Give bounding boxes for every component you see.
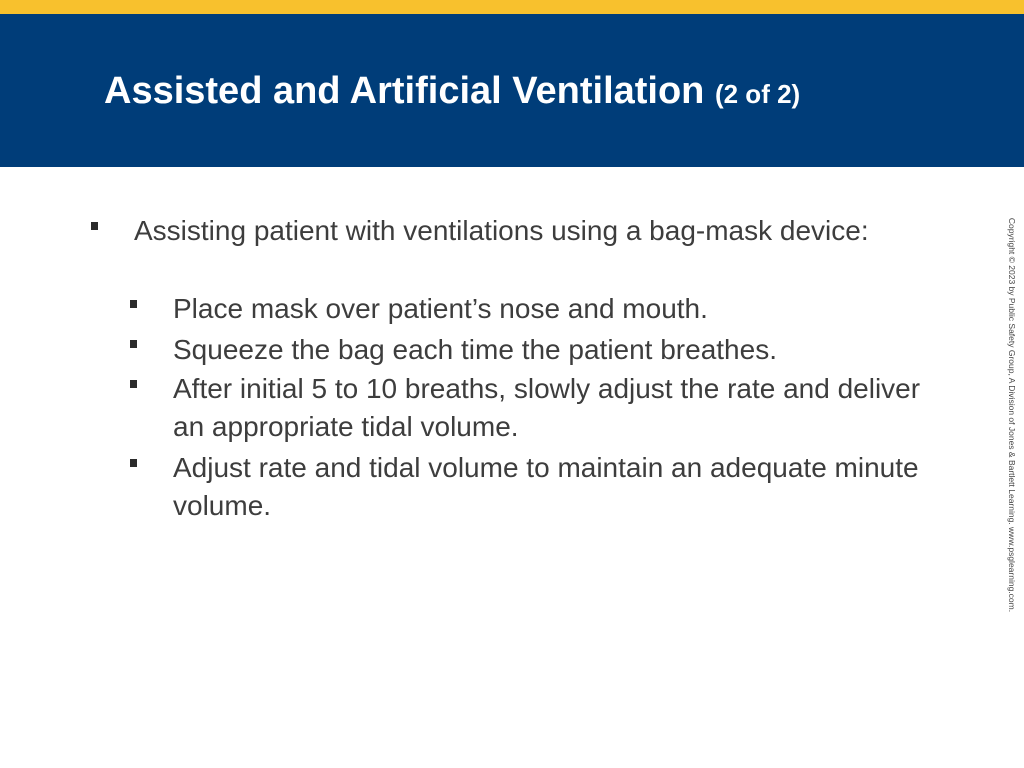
bullet-square-icon (91, 222, 98, 230)
sub-bullet-adjust-rate: After initial 5 to 10 breaths, slowly adjust the rate and deliver an appropriate tidal volume. (173, 373, 921, 442)
bullet-square-icon (130, 340, 137, 348)
copyright-notice: Copyright © 2023 by Public Safety Group, A Division of Jones & Bartlett Learning. www.psglearning.com. (1007, 217, 1017, 613)
bullet-square-icon (130, 459, 137, 467)
sub-bullet-minute-volume: Adjust rate and tidal volume to maintain an adequate minute volume. (173, 452, 919, 521)
bullet-square-icon (130, 300, 137, 308)
slide-title-suffix: (2 of 2) (714, 79, 801, 109)
sub-bullet-squeeze-bag: Squeeze the bag each time the patient breathes. (173, 334, 777, 365)
bullet-assisting-ventilations: Assisting patient with ventilations using a bag-mask device: (134, 215, 869, 246)
bullet-square-icon (130, 380, 137, 388)
sub-bullet-place-mask: Place mask over patient’s nose and mouth. (173, 293, 708, 324)
slide-title-main: Assisted and Artificial Ventilation (104, 70, 705, 112)
